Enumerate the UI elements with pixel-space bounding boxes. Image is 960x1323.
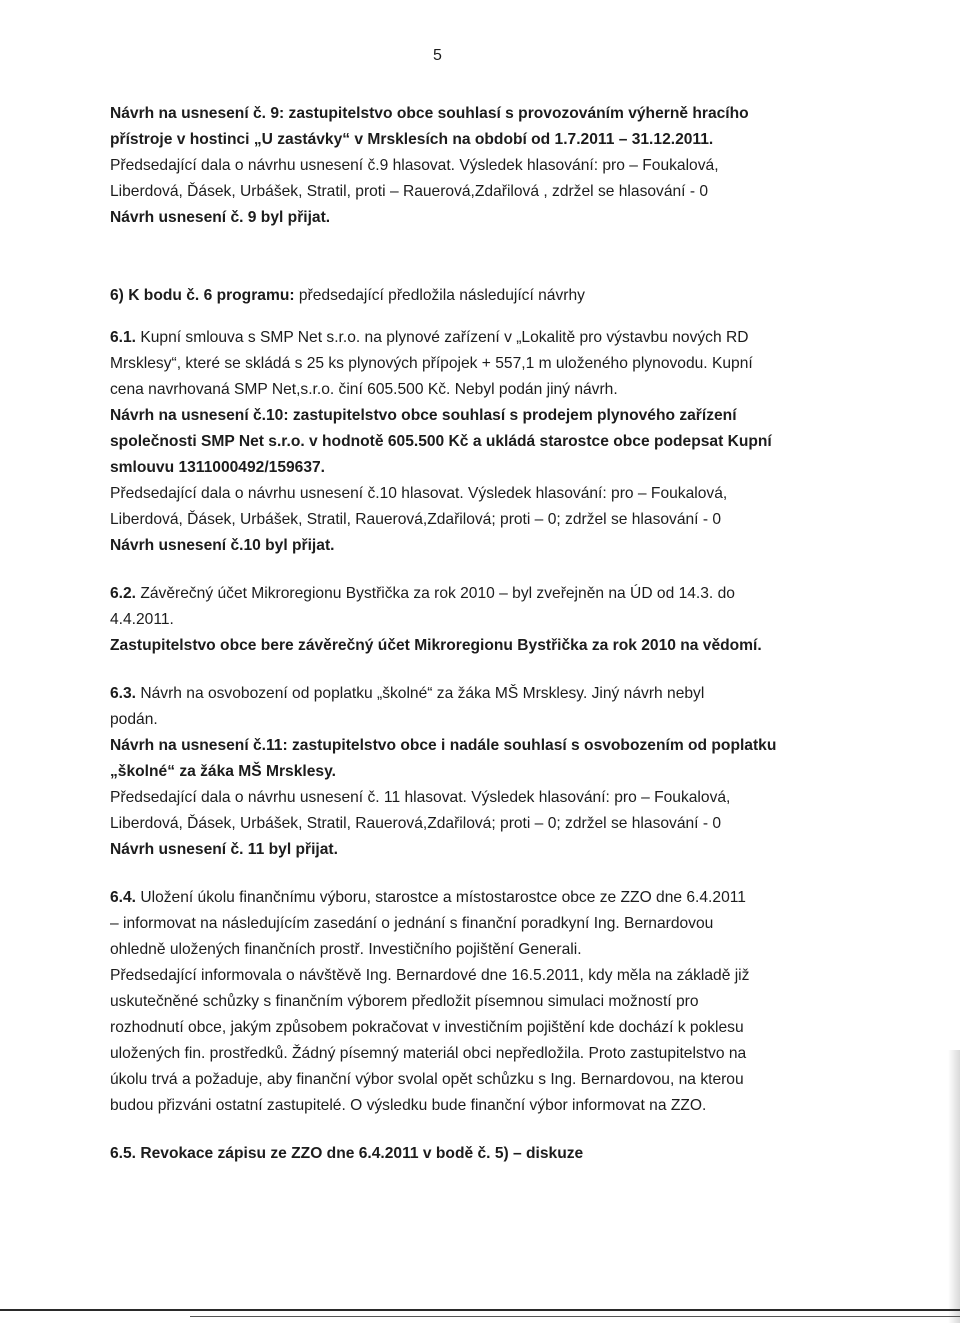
item-6-5-text: Revokace zápisu ze ZZO dne 6.4.2011 v bodě č. 5) – diskuze <box>136 1145 584 1162</box>
bottom-rule <box>0 1309 960 1311</box>
item-6-3-line-1 <box>110 681 822 707</box>
item-6-4-line-8: úkolu trvá a požaduje, aby finanční výbor svolal opět schůzku s Ing. Bernardovou, na kterou <box>110 1071 744 1088</box>
spacer <box>110 1119 822 1141</box>
resolution-11-vote-line-1: Předsedající dala o návrhu usnesení č. 11 hlasovat. Výsledek hlasování: pro – Foukalová, <box>110 789 731 806</box>
item-6-2-section <box>110 581 822 659</box>
item-6-2-line-1 <box>110 581 822 607</box>
resolution-11-line-2: „školné“ za žáka MŠ Mrsklesy. <box>110 763 336 780</box>
resolution-11-result: Návrh usnesení č. 11 byl přijat. <box>110 841 338 858</box>
item-6-4-line-5: uskutečněné schůzky s finančním výborem předložit písemnou simulaci možností pro <box>110 993 699 1010</box>
scan-edge-shadow <box>948 1050 960 1323</box>
resolution-10-line-2: společnosti SMP Net s.r.o. v hodnotě 605.500 Kč a ukládá starostce obce podepsat Kupní <box>110 433 772 450</box>
item-6-4-line-4: Předsedající informovala o návštěvě Ing. Bernardové dne 16.5.2011, kdy měla na základě již <box>110 967 750 984</box>
resolution-9-section <box>110 101 822 231</box>
resolution-10-line-1: Návrh na usnesení č.10: zastupitelstvo obce souhlasí s prodejem plynového zařízení <box>110 407 737 424</box>
page-content <box>110 101 822 1167</box>
resolution-10-result: Návrh usnesení č.10 byl přijat. <box>110 537 335 554</box>
bottom-rule-thin <box>190 1316 960 1317</box>
page-number: 5 <box>433 47 442 64</box>
resolution-9-result: Návrh usnesení č. 9 byl přijat. <box>110 209 331 226</box>
item-6-intro <box>110 283 822 309</box>
item-6-2-text: Závěrečný účet Mikroregionu Bystřička za rok 2010 – byl zveřejněn na ÚD od 14.3. do <box>136 585 735 602</box>
resolution-10-vote-line-2: Liberdová, Ďásek, Urbášek, Stratil, Rauerová,Zdařilová; proti – 0; zdržel se hlasování - 0 <box>110 511 722 528</box>
spacer <box>110 309 822 325</box>
item-6-3-label: 6.3. <box>110 685 137 702</box>
item-6-1-line-3: cena navrhovaná SMP Net,s.r.o. činí 605.500 Kč. Nebyl podán jiný návrh. <box>110 381 618 398</box>
item-6-4-section <box>110 885 822 1119</box>
resolution-11-line-1: Návrh na usnesení č.11: zastupitelstvo obce i nadále souhlasí s osvobozením od poplatku <box>110 737 777 754</box>
resolution-10-line-3: smlouvu 1311000492/159637. <box>110 459 326 476</box>
item-6-4-label: 6.4. <box>110 889 137 906</box>
resolution-9-heading-line-2: přístroje v hostinci „U zastávky“ v Mrsklesích na období od 1.7.2011 – 31.12.2011. <box>110 131 714 148</box>
resolution-11-vote-line-2: Liberdová, Ďásek, Urbášek, Stratil, Rauerová,Zdařilová; proti – 0; zdržel se hlasování - 0 <box>110 815 722 832</box>
item-6-1-line-2: Mrsklesy“, které se skládá s 25 ks plynových přípojek + 557,1 m uloženého plynovodu. Kupní <box>110 355 753 372</box>
spacer <box>110 559 822 581</box>
spacer <box>110 231 822 283</box>
resolution-9-vote-line-1: Předsedající dala o návrhu usnesení č.9 hlasovat. Výsledek hlasování: pro – Foukalová, <box>110 157 719 174</box>
resolution-10-vote-line-1: Předsedající dala o návrhu usnesení č.10 hlasovat. Výsledek hlasování: pro – Foukalová, <box>110 485 728 502</box>
item-6-3-text: Návrh na osvobození od poplatku „školné“ za žáka MŠ Mrsklesy. Jiný návrh nebyl <box>136 685 705 702</box>
item-6-3-line-2: podán. <box>110 711 158 728</box>
item-6-4-line-3: ohledně uložených finančních prostř. Investičního pojištění Generali. <box>110 941 582 958</box>
item-6-1-text: Kupní smlouva s SMP Net s.r.o. na plynové zařízení v „Lokalitě pro výstavbu nových RD <box>136 329 749 346</box>
item-6-4-line-6: rozhodnutí obce, jakým způsobem pokračovat v investičním pojištění kde dochází k poklesu <box>110 1019 744 1036</box>
resolution-9-vote-line-2: Liberdová, Ďásek, Urbášek, Stratil, proti – Rauerová,Zdařilová , zdržel se hlasování - 0 <box>110 183 709 200</box>
item-6-label: 6) K bodu č. 6 programu: <box>110 287 295 304</box>
item-6-2-label: 6.2. <box>110 585 137 602</box>
item-6-4-line-9: budou přizváni ostatní zastupitelé. O výsledku bude finanční výbor informovat na ZZO. <box>110 1097 707 1114</box>
item-6-4-line-7: uložených fin. prostředků. Žádný písemný materiál obci nepředložila. Proto zastupitelstvo na <box>110 1045 747 1062</box>
item-6-2-statement: Zastupitelstvo obce bere závěrečný účet Mikroregionu Bystřička za rok 2010 na vědomí. <box>110 637 762 654</box>
item-6-3-section <box>110 681 822 863</box>
item-6-2-line-2: 4.4.2011. <box>110 611 174 628</box>
item-6-text: předsedající předložila následující návrhy <box>294 287 585 304</box>
item-6-5-label: 6.5. <box>110 1145 137 1162</box>
item-6-1-line-1 <box>110 325 822 351</box>
resolution-9-heading-line-1: Návrh na usnesení č. 9: zastupitelstvo obce souhlasí s provozováním výherně hracího <box>110 105 749 122</box>
spacer <box>110 659 822 681</box>
spacer <box>110 863 822 885</box>
item-6-1-section <box>110 325 822 559</box>
item-6-1-label: 6.1. <box>110 329 137 346</box>
item-6-4-line-2: – informovat na následujícím zasedání o jednání s finanční poradkyní Ing. Bernardovou <box>110 915 714 932</box>
item-6-4-text: Uložení úkolu finančnímu výboru, starostce a místostarostce obce ze ZZO dne 6.4.2011 <box>136 889 746 906</box>
item-6-4-line-1 <box>110 885 822 911</box>
item-6-5-heading <box>110 1141 822 1167</box>
